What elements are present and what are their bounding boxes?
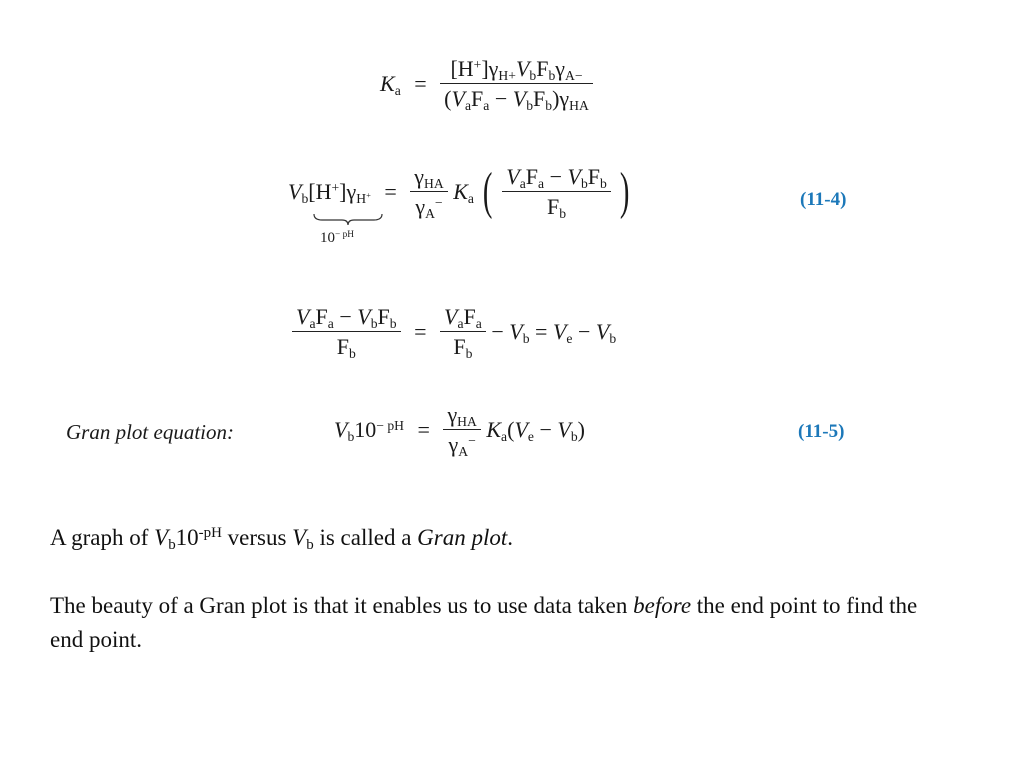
equation-number-11-4: (11-4): [800, 189, 847, 210]
equation-11-4: $V_b[H^+]\gamma_{H^+}$ = $\frac{\gamma_{HA}}{\gamma_A^-}$ $K_a$ ( $\frac{V_aF_a - V_bF_b}{F_b}$ ): [288, 163, 630, 222]
equation-11-5: $V_b10^{- pH}$ = $\frac{\gamma_{HA}}{\gamma_A^-}$ $K_a(V_e - V_b)$: [334, 402, 585, 460]
gran-plot-equation-label: Gran plot equation:: [66, 420, 234, 444]
paragraph-gran-plot-definition: A graph of $V_b10^{-pH}$ versus $V_b$ is called a Gran plot.: [50, 524, 514, 554]
equation-number-11-5: (11-5): [798, 421, 845, 442]
equation-ka: $K_a$ = $\frac{[H^+]\gamma_{H+}V_bF_b\gamma_{A-}}{(V_aF_a - V_bF_b)\gamma_{HA}}$: [380, 58, 593, 110]
underbrace-label: $10^{- pH}$: [320, 229, 354, 246]
underbrace: [312, 212, 384, 226]
paragraph-gran-plot-beauty: The beauty of a Gran plot is that it enables us to use data taken before the end point to find the end point.: [50, 593, 918, 652]
equation-end-point: $\frac{V_aF_a - V_bF_b}{F_b}$ = $\frac{V_aF_a}{F_b}$ − $V_b = V_e - V_b$: [292, 306, 616, 358]
